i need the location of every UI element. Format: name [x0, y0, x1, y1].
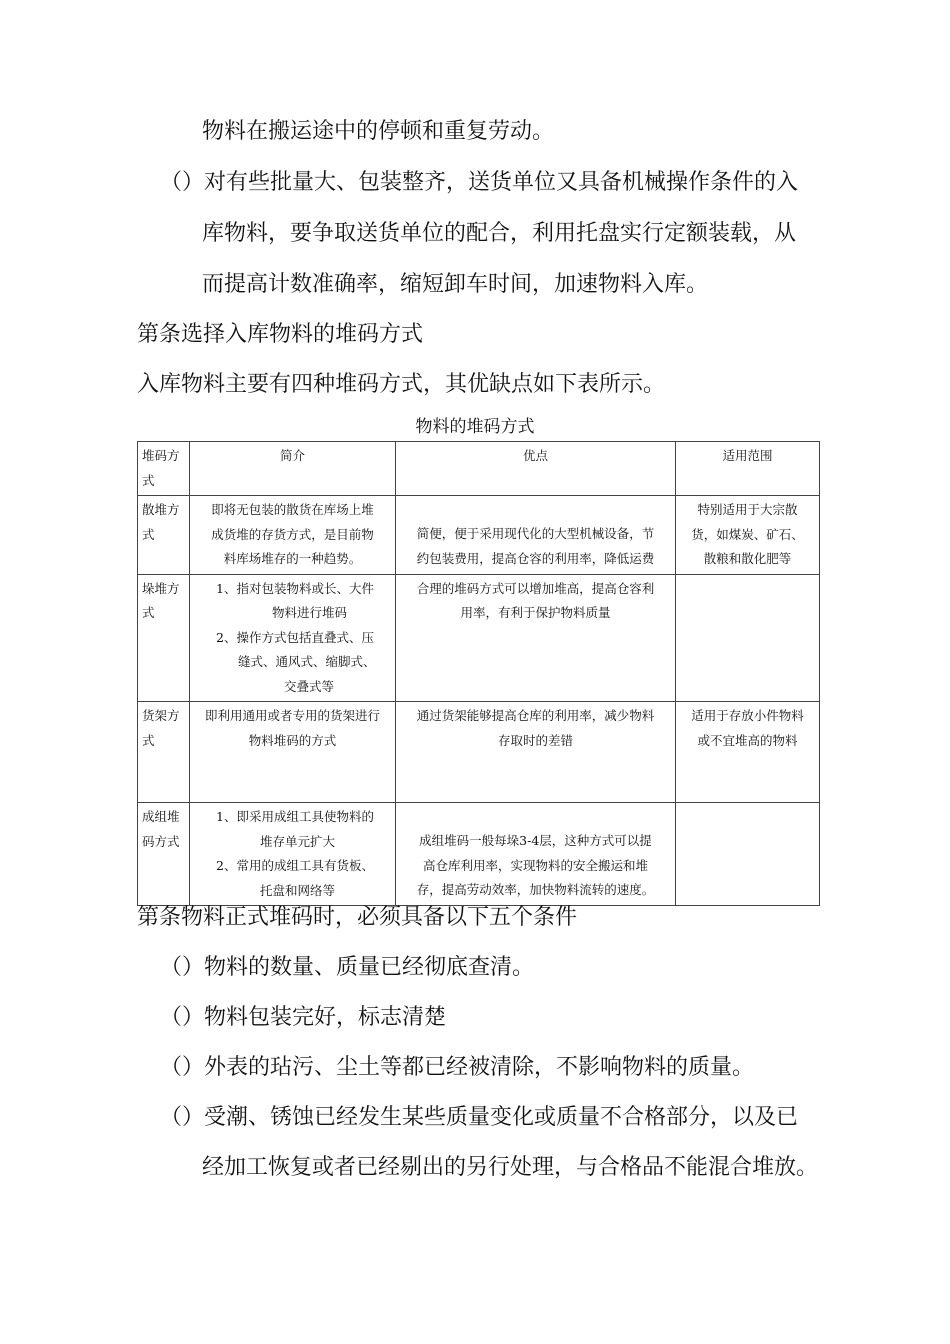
paragraph-line: （）对有些批量大、包装整齐，送货单位又具备机械操作条件的入 — [160, 170, 799, 195]
method-cell: 成组堆码方式 — [138, 803, 190, 906]
section-heading: 第条物料正式堆码时，必须具备以下五个条件 — [137, 905, 578, 930]
paragraph-line: （）受潮、锈蚀已经发生某些质量变化或质量不合格部分，以及已 — [160, 1105, 799, 1130]
advantage-cell: 成组堆码一般每垛3-4层，这种方式可以提 高仓库利用率，实现物料的安全搬运和堆 存，提高劳动效率，加快物料流转的速度。 — [396, 803, 676, 906]
header-cell: 堆码方式 — [138, 442, 190, 496]
advantage-cell: 通过货架能够提高仓库的利用率，减少物料 存取时的差错 — [396, 702, 676, 803]
paragraph-line: （）物料的数量、质量已经彻底查清。 — [160, 955, 535, 980]
method-cell: 货架方式 — [138, 702, 190, 803]
scope-cell: 特别适用于大宗散 货，如煤炭、矿石、 散粮和散化肥等 — [676, 496, 820, 575]
paragraph-line: 物料在搬运途中的停顿和重复劳动。 — [202, 119, 555, 144]
table-row — [138, 574, 820, 702]
method-cell: 垛堆方式 — [138, 574, 190, 702]
scope-cell — [676, 803, 820, 906]
header-cell: 适用范围 — [676, 442, 820, 496]
paragraph-line: （）外表的玷污、尘土等都已经被清除，不影响物料的质量。 — [160, 1055, 755, 1080]
intro-cell: 即利用通用或者专用的货架进行 物料堆码的方式 — [190, 702, 396, 803]
table-row — [138, 496, 820, 575]
scope-cell: 适用于存放小件物料 或不宜堆高的物料 — [676, 702, 820, 803]
scope-cell — [676, 574, 820, 702]
intro-cell: 1、即采用成组工具使物料的 堆存单元扩大 2、常用的成组工具有货板、 托盘和网络等 — [190, 803, 396, 906]
table-header-row — [138, 442, 820, 496]
table-caption: 物料的堆码方式 — [415, 417, 535, 437]
paragraph-line: 经加工恢复或者已经剔出的另行处理，与合格品不能混合堆放。 — [202, 1155, 819, 1180]
table-row — [138, 702, 820, 803]
header-cell: 简介 — [190, 442, 396, 496]
intro-cell: 1、指对包装物料或长、大件 物料进行堆码 2、操作方式包括直叠式、压 缝式、通风式、缩脚式、 交叠式等 — [190, 574, 396, 702]
intro-cell: 即将无包装的散货在库场上堆 成货堆的存货方式，是目前物 料库场堆存的一种趋势。 — [190, 496, 396, 575]
section-heading: 第条选择入库物料的堆码方式 — [137, 322, 424, 347]
paragraph-line: 库物料，要争取送货单位的配合，利用托盘实行定额装载，从 — [202, 221, 797, 246]
paragraph-line: （）物料包装完好，标志清楚 — [160, 1005, 447, 1030]
stacking-methods-table — [137, 441, 820, 906]
advantage-cell: 合理的堆码方式可以增加堆高，提高仓容利 用率，有利于保护物料质量 — [396, 574, 676, 702]
table-row — [138, 803, 820, 906]
paragraph-line: 而提高计数准确率，缩短卸车时间，加速物料入库。 — [202, 272, 709, 297]
header-cell: 优点 — [396, 442, 676, 496]
paragraph-line: 入库物料主要有四种堆码方式，其优缺点如下表所示。 — [137, 372, 666, 397]
advantage-cell: 简便，便于采用现代化的大型机械设备，节 约包装费用，提高仓容的利用率，降低运费 — [396, 496, 676, 575]
method-cell: 散堆方式 — [138, 496, 190, 575]
